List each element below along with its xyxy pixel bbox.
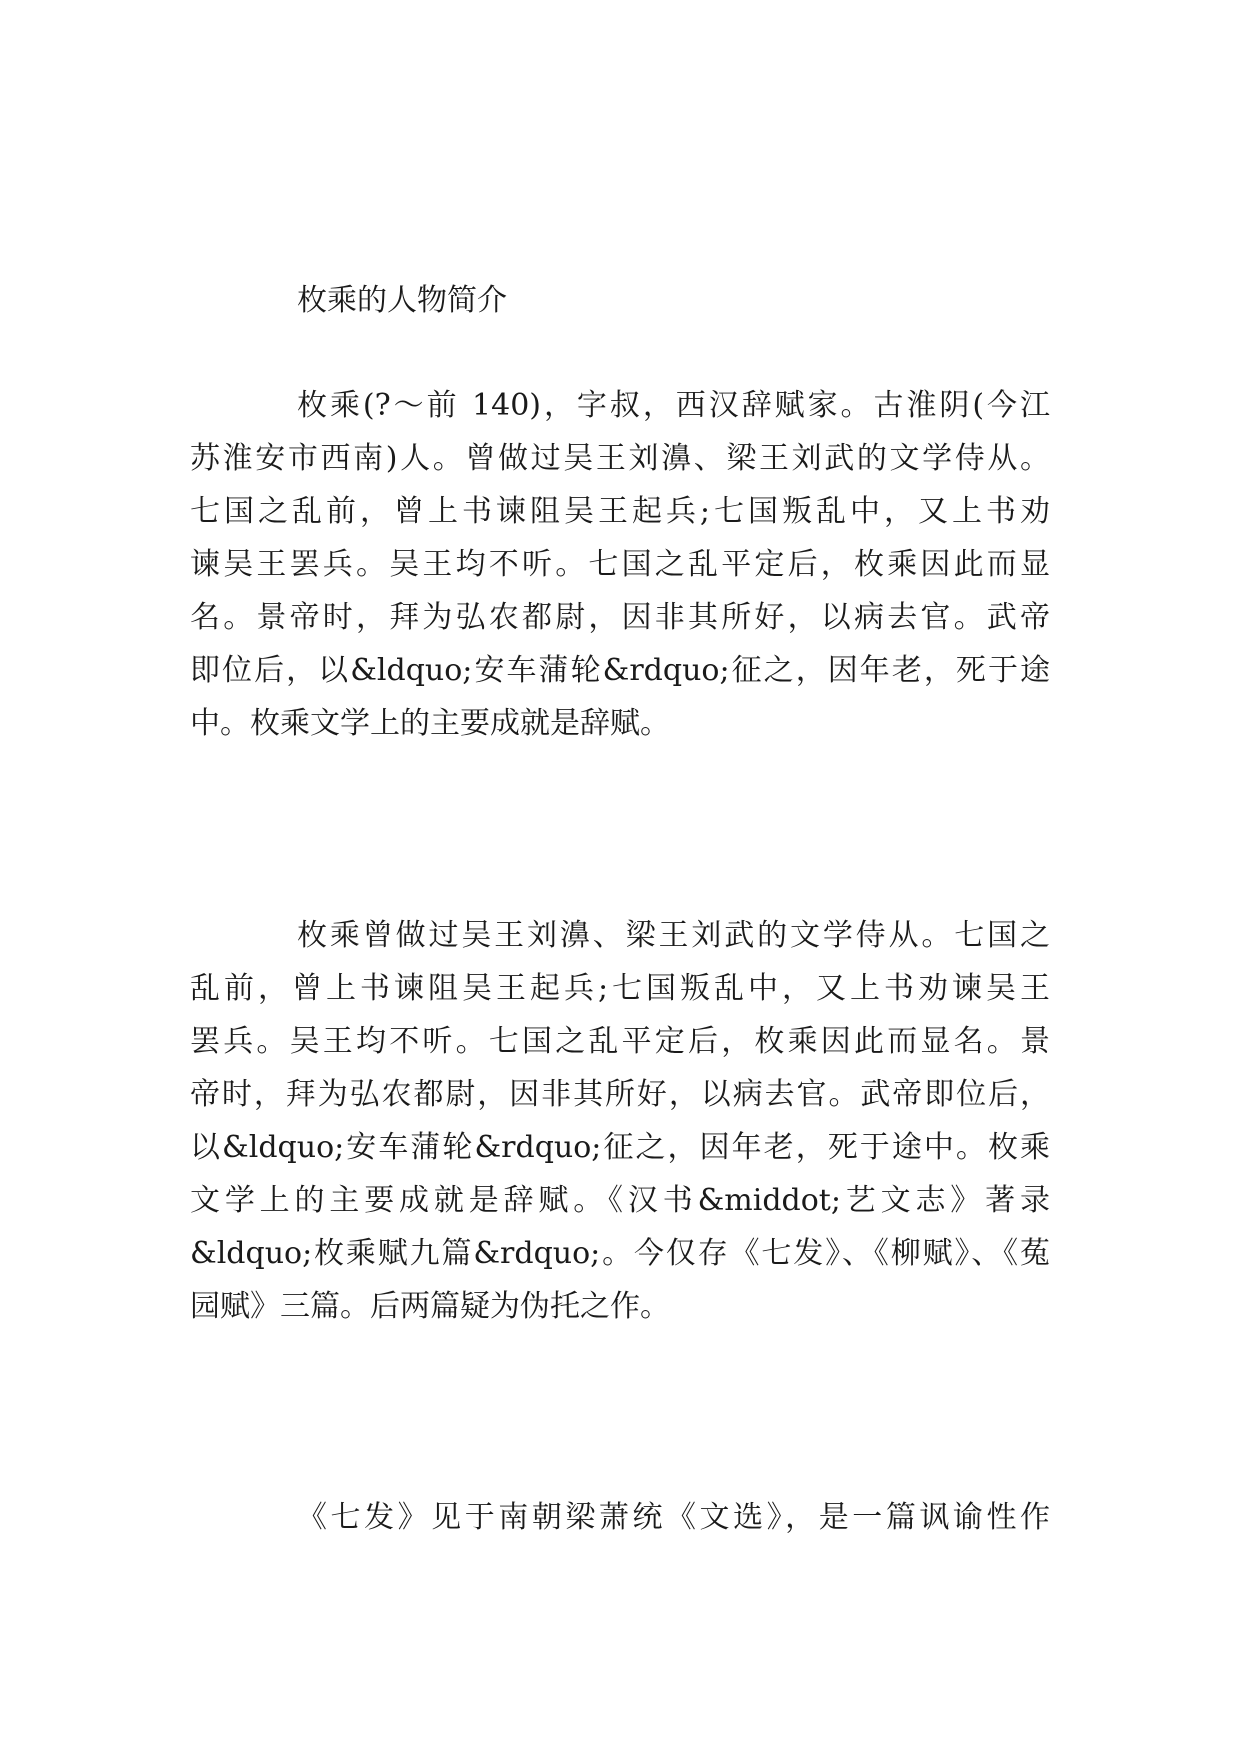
paragraph-line: 文学上的主要成就是辞赋。《汉书&middot;艺文志》著录 [190, 1183, 1050, 1218]
paragraph-line: 枚乘曾做过吴王刘濞、梁王刘武的文学侍从。七国之 [297, 918, 1050, 953]
paragraph-line: 即位后，以&ldquo;安车蒲轮&rdquo;征之，因年老，死于途 [190, 653, 1050, 688]
paragraph-line: 以&ldquo;安车蒲轮&rdquo;征之，因年老，死于途中。枚乘 [190, 1130, 1050, 1165]
paragraph-line: 苏淮安市西南)人。曾做过吴王刘濞、梁王刘武的文学侍从。 [190, 441, 1050, 476]
paragraph-line: 帝时，拜为弘农都尉，因非其所好，以病去官。武帝即位后， [190, 1077, 1050, 1112]
paragraph-line: 中。枚乘文学上的主要成就是辞赋。 [190, 706, 670, 741]
paragraph-line: 谏吴王罢兵。吴王均不听。七国之乱平定后，枚乘因此而显 [190, 547, 1050, 582]
paragraph-line: 七国之乱前，曾上书谏阻吴王起兵;七国叛乱中，又上书劝 [190, 494, 1050, 529]
paragraph-line: 园赋》三篇。后两篇疑为伪托之作。 [190, 1289, 670, 1324]
document-title: 枚乘的人物简介 [297, 283, 507, 318]
paragraph-line: 《七发》见于南朝梁萧统《文选》，是一篇讽谕性作 [297, 1500, 1050, 1535]
paragraph-line: 枚乘(?～前 140)，字叔，西汉辞赋家。古淮阴(今江 [297, 388, 1050, 423]
paragraph-line: &ldquo;枚乘赋九篇&rdquo;。今仅存《七发》、《柳赋》、《菟 [190, 1236, 1050, 1271]
paragraph-line: 乱前，曾上书谏阻吴王起兵;七国叛乱中，又上书劝谏吴王 [190, 971, 1050, 1006]
paragraph-line: 罢兵。吴王均不听。七国之乱平定后，枚乘因此而显名。景 [190, 1024, 1050, 1059]
paragraph-line: 名。景帝时，拜为弘农都尉，因非其所好，以病去官。武帝 [190, 600, 1050, 635]
